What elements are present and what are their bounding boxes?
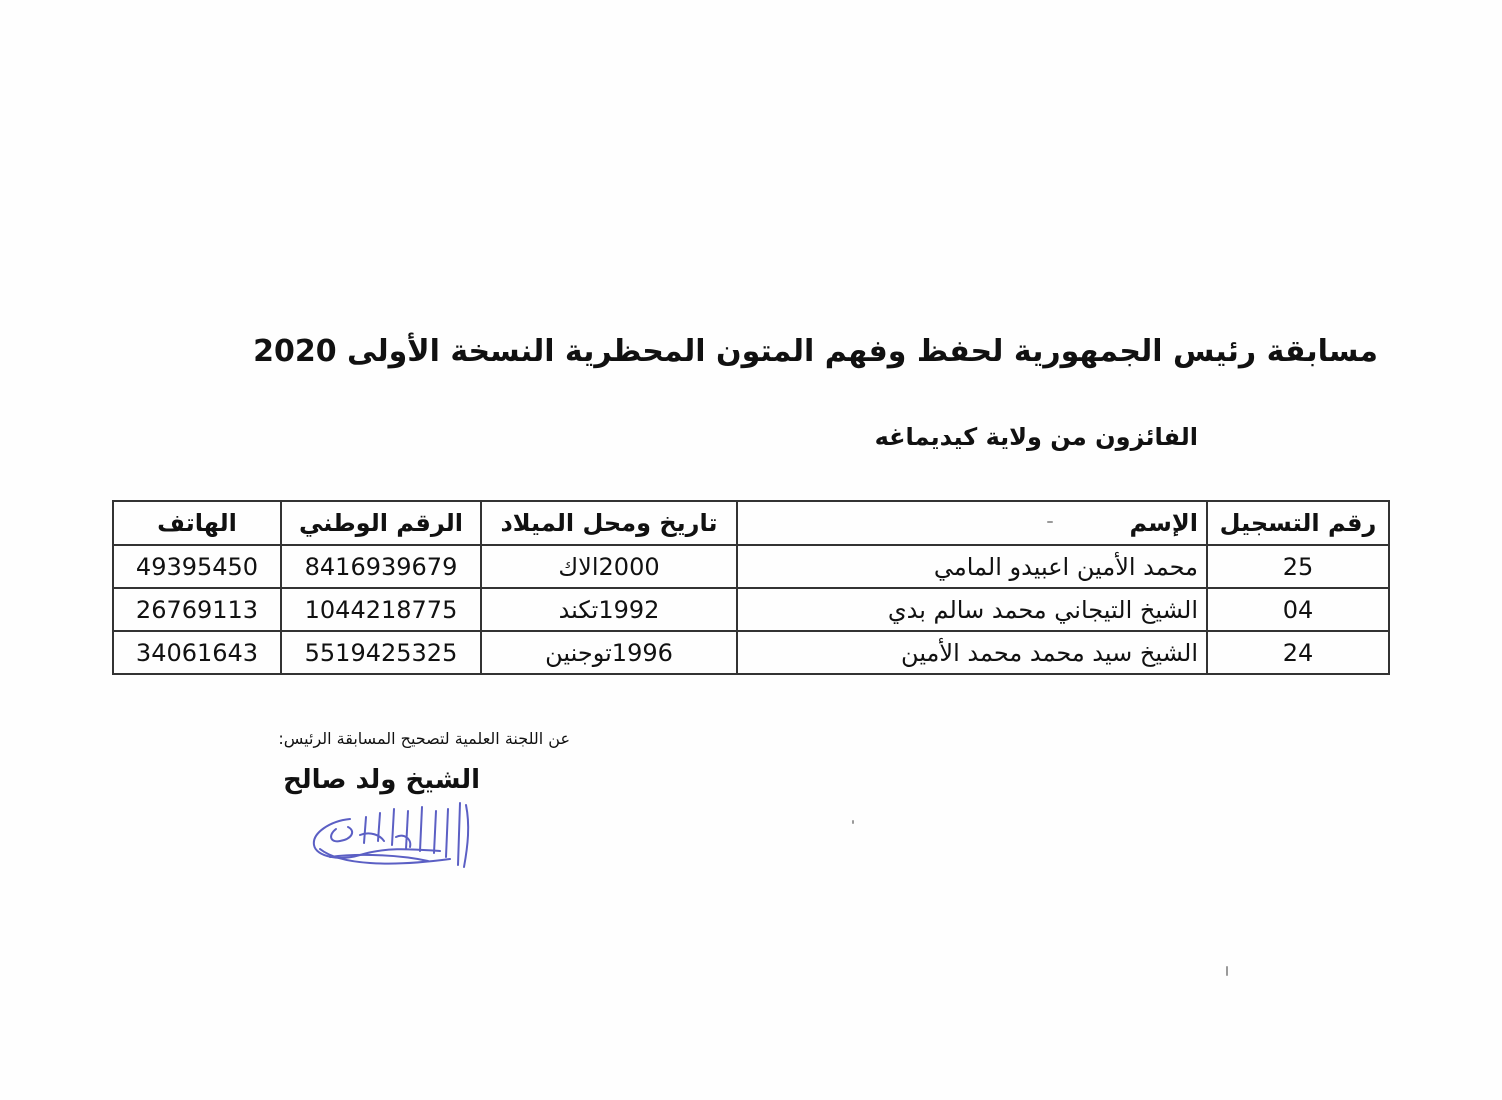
cell-registration-no: 24: [1207, 631, 1389, 674]
document-subtitle: الفائزون من ولاية كيديماغه: [874, 423, 1198, 451]
cell-birth: 1996توجنين: [481, 631, 737, 674]
scan-speck: [1047, 521, 1053, 523]
cell-birth: 2000الاك: [481, 545, 737, 588]
cell-national-id: 5519425325: [281, 631, 481, 674]
header-phone: الهاتف: [113, 501, 281, 545]
signature-image: [300, 795, 480, 875]
cell-phone: 49395450: [113, 545, 281, 588]
cell-national-id: 1044218775: [281, 588, 481, 631]
header-birth: تاريخ ومحل الميلاد: [481, 501, 737, 545]
table-row: [113, 588, 1389, 631]
table-header-row: [113, 501, 1389, 545]
committee-line: عن اللجنة العلمية لتصحيح المسابقة الرئيس:: [278, 729, 570, 748]
document-title: مسابقة رئيس الجمهورية لحفظ وفهم المتون المحظرية النسخة الأولى 2020: [253, 334, 1378, 369]
cell-registration-no: 04: [1207, 588, 1389, 631]
table-row: [113, 545, 1389, 588]
header-registration-no: رقم التسجيل: [1207, 501, 1389, 545]
cell-phone: 26769113: [113, 588, 281, 631]
header-name: الإسم: [737, 501, 1207, 545]
cell-name: الشيخ سيد محمد محمد الأمين: [737, 631, 1207, 674]
cell-registration-no: 25: [1207, 545, 1389, 588]
chair-name: الشيخ ولد صالح: [283, 765, 480, 795]
cell-national-id: 8416939679: [281, 545, 481, 588]
table-row: [113, 631, 1389, 674]
cell-phone: 34061643: [113, 631, 281, 674]
winners-table: [112, 500, 1390, 675]
cell-birth: 1992تكند: [481, 588, 737, 631]
header-national-id: الرقم الوطني: [281, 501, 481, 545]
cell-name: محمد الأمين اعبيدو المامي: [737, 545, 1207, 588]
cell-name: الشيخ التيجاني محمد سالم بدي: [737, 588, 1207, 631]
scan-speck: [1226, 966, 1228, 976]
scan-speck: [852, 820, 854, 824]
